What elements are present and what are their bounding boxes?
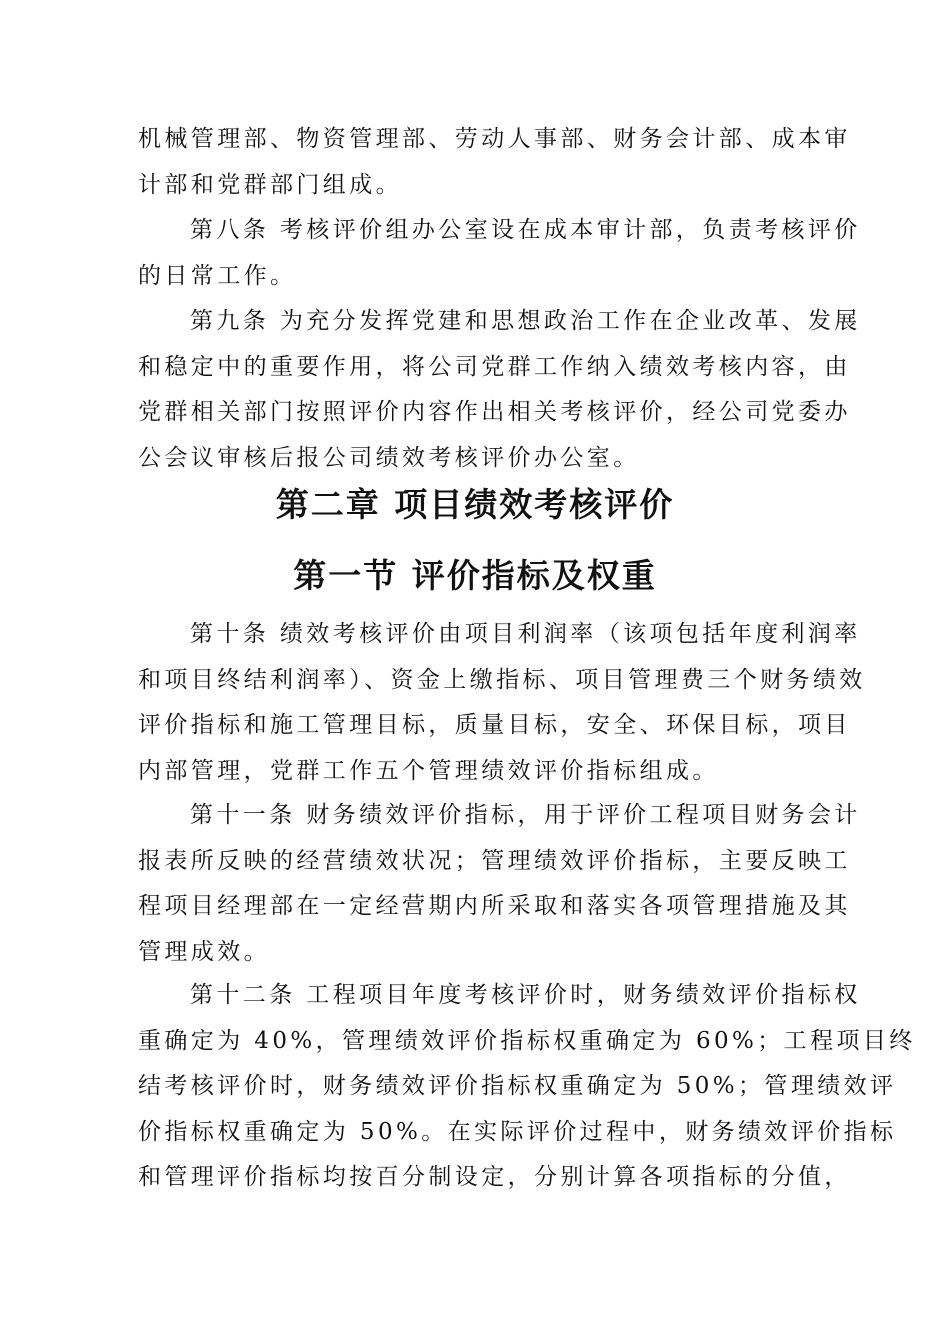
text-line: 和稳定中的重要作用，将公司党群工作纳入绩效考核内容，由 [138, 353, 851, 380]
text-line: 内部管理，党群工作五个管理绩效评价指标组成。 [138, 757, 719, 784]
section-title: 第一节 评价指标及权重 [293, 556, 657, 595]
text-line: 第十条 绩效考核评价由项目利润率（该项包括年度利润率 [190, 621, 861, 647]
text-line: 管理成效。 [138, 938, 270, 965]
article-11 [138, 793, 861, 975]
text-line: 第十二条 工程项目年度考核评价时，财务绩效评价指标权 [190, 982, 861, 1008]
chapter-title: 第二章 项目绩效考核评价 [275, 485, 675, 524]
text-line: 第八条 考核评价组办公室设在成本审计部，负责考核评价 [190, 217, 861, 243]
article-10 [138, 612, 866, 794]
text-line: 计部和党群部门组成。 [138, 171, 402, 198]
text-line: 第九条 为充分发挥党建和思想政治工作在企业改革、发展 [190, 308, 861, 334]
paragraph-departments [138, 117, 851, 208]
text-line: 和项目终结利润率）、资金上缴指标、项目管理费三个财务绩效 [138, 666, 866, 693]
text-line: 党群相关部门按照评价内容作出相关考核评价，经公司党委办 [138, 399, 851, 425]
text-line: 重确定为 40%，管理绩效评价指标权重确定为 60%；工程项目终 [138, 1027, 916, 1054]
text-line: 报表所反映的经营绩效状况；管理绩效评价指标，主要反映工 [138, 847, 851, 874]
text-line: 和管理评价指标均按百分制设定，分别计算各项指标的分值， [138, 1164, 851, 1190]
text-line: 评价指标和施工管理目标，质量目标，安全、环保目标，项目 [138, 712, 851, 738]
text-line: 结考核评价时，财务绩效评价指标权重确定为 50%；管理绩效评 [138, 1073, 897, 1099]
article-8 [138, 208, 861, 299]
text-line: 机械管理部、物资管理部、劳动人事部、财务会计部、成本审 [138, 126, 851, 152]
text-line: 价指标权重确定为 50%。在实际评价过程中，财务绩效评价指标 [138, 1118, 897, 1145]
article-9 [138, 299, 861, 481]
text-line: 公会议审核后报公司绩效考核评价办公室。 [138, 444, 640, 471]
text-line: 程项目经理部在一定经营期内所采取和落实各项管理措施及其 [138, 893, 851, 919]
text-line: 的日常工作。 [138, 262, 297, 289]
text-line: 第十一条 财务绩效评价指标，用于评价工程项目财务会计 [190, 802, 861, 828]
article-12 [138, 973, 916, 1201]
